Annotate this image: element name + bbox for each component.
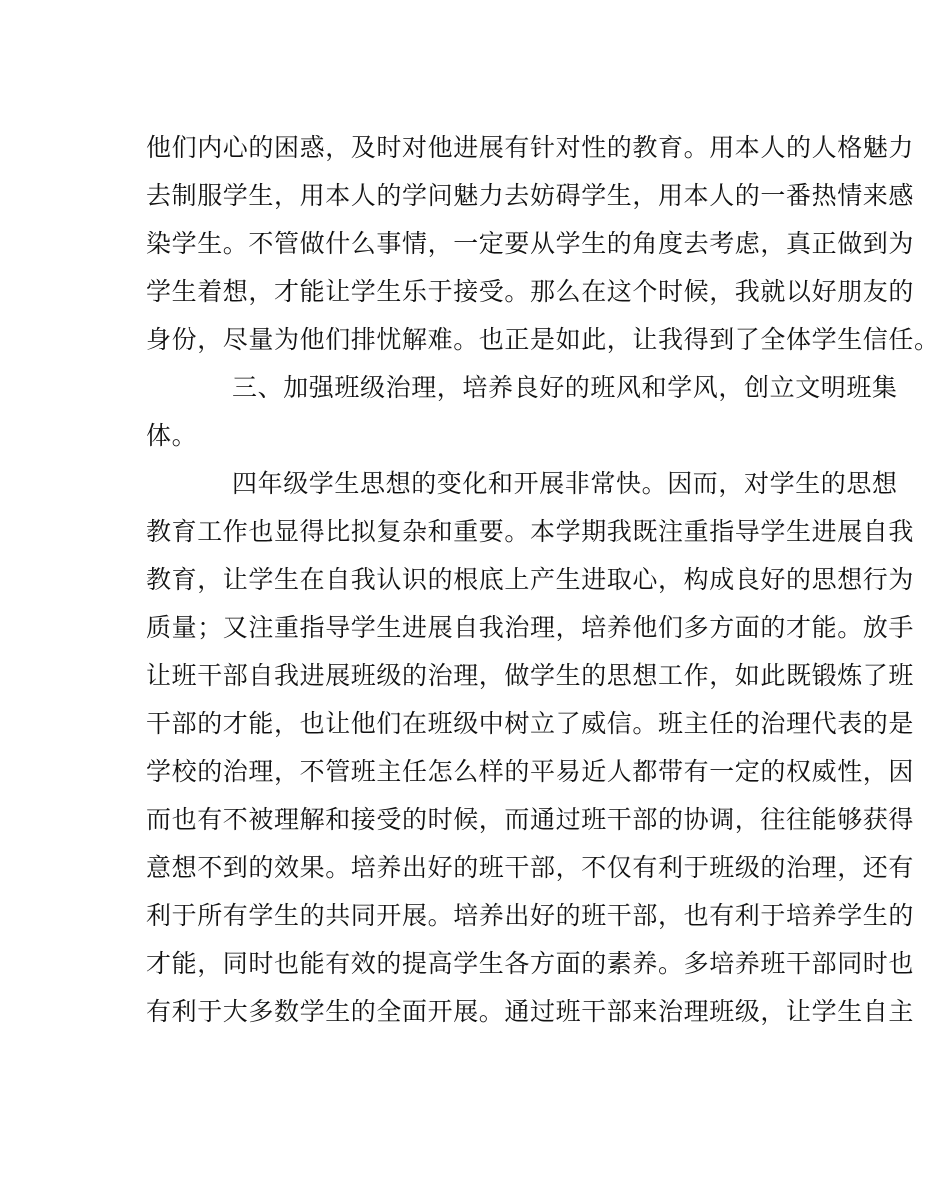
body-text-line: 身份，尽量为他们排忧解难。也正是如此，让我得到了全体学生信任。 [146,325,940,354]
body-text-line: 染学生。不管做什么事情，一定要从学生的角度去考虑，真正做到为 [146,229,915,258]
body-text-line: 干部的才能，也让他们在班级中树立了威信。班主任的治理代表的是 [146,709,915,738]
body-text-line: 去制服学生，用本人的学问魅力去妨碍学生，用本人的一番热情来感 [146,181,915,210]
body-text-line: 而也有不被理解和接受的时候，而通过班干部的协调，往往能够获得 [146,805,915,834]
body-text-line: 让班干部自我进展班级的治理，做学生的思想工作，如此既锻炼了班 [146,661,915,690]
body-text-line: 意想不到的效果。培养出好的班干部，不仅有利于班级的治理，还有 [146,853,915,882]
body-text-line: 才能，同时也能有效的提高学生各方面的素养。多培养班干部同时也 [146,949,915,978]
body-text-line: 他们内心的困惑，及时对他进展有针对性的教育。用本人的人格魅力 [146,133,915,162]
body-text-line: 学生着想，才能让学生乐于接受。那么在这个时候，我就以好朋友的 [146,277,915,306]
body-text-line: 利于所有学生的共同开展。培养出好的班干部，也有利于培养学生的 [146,901,915,930]
body-text-line: 四年级学生思想的变化和开展非常快。因而，对学生的思想 [232,469,898,498]
section-heading: 三、加强班级治理，培养良好的班风和学风，创立文明班集 [232,373,898,402]
body-text-line: 教育工作也显得比拟复杂和重要。本学期我既注重指导学生进展自我 [146,517,915,546]
body-text-line: 质量；又注重指导学生进展自我治理，培养他们多方面的才能。放手 [146,613,915,642]
section-heading-continuation: 体。 [146,421,198,450]
body-text-line: 有利于大多数学生的全面开展。通过班干部来治理班级，让学生自主 [146,997,915,1026]
body-text-line: 教育，让学生在自我认识的根底上产生进取心，构成良好的思想行为 [146,565,915,594]
body-text-line: 学校的治理，不管班主任怎么样的平易近人都带有一定的权威性，因 [146,757,915,786]
